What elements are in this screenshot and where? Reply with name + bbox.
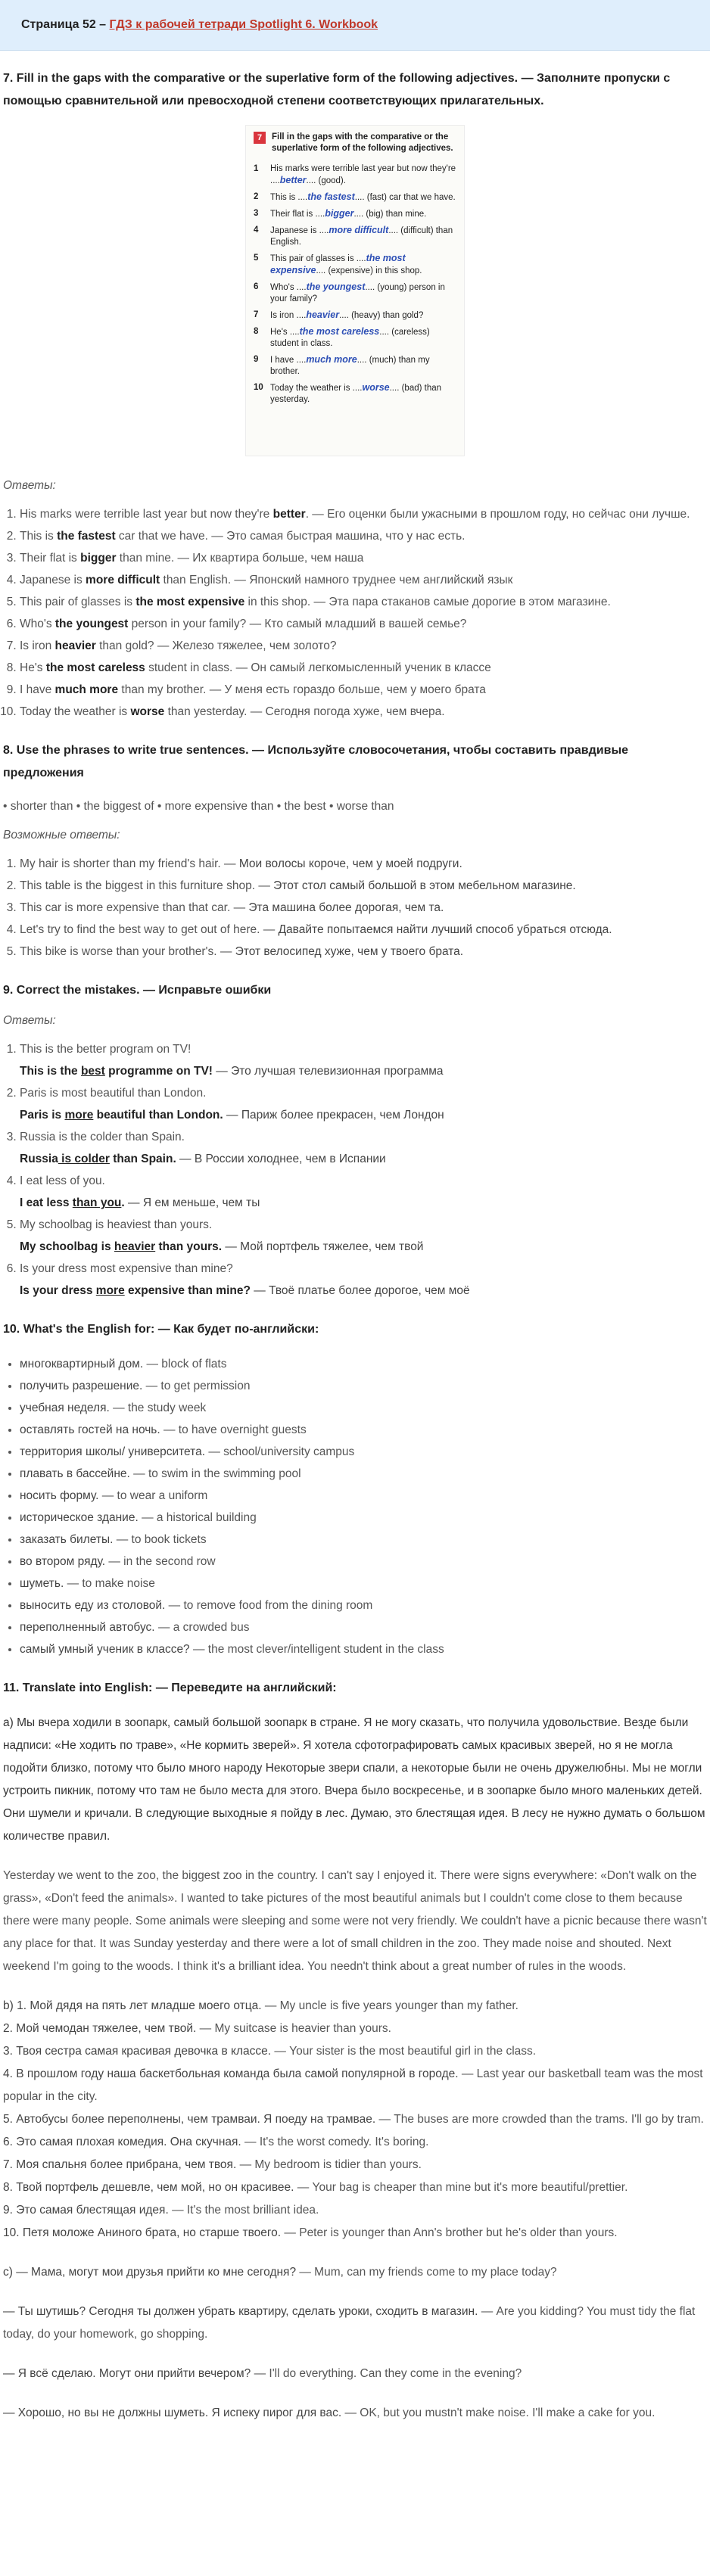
translation-english: — The buses are more crowded than the trams. I'll go by tram. bbox=[378, 2113, 704, 2126]
answer-text: He's bbox=[20, 661, 46, 674]
wrong-sentence: 2. Paris is most beautiful than London. bbox=[20, 1087, 207, 1100]
figure-item-start: I have bbox=[270, 356, 294, 365]
content bbox=[0, 67, 710, 2425]
wrong-sentence: 4. I eat less of you. bbox=[20, 1174, 105, 1187]
figure-item-end: (difficult) than English. bbox=[270, 226, 453, 247]
answer-keyword: more difficult bbox=[86, 574, 160, 586]
answer-english: Let's try to find the best way to get out of here. — bbox=[20, 923, 279, 936]
vocab-english: — to swim in the swimming pool bbox=[133, 1467, 301, 1480]
translation-english: — Your bag is cheaper than mine but it's more beautiful/prettier. bbox=[297, 2181, 628, 2194]
correction-translation: — Твоё платье более дорогое, чем моё bbox=[250, 1284, 470, 1297]
handwritten-answer: heavier bbox=[306, 310, 340, 320]
vocab-item bbox=[20, 1638, 707, 1660]
figure-item-number: 4 bbox=[254, 226, 259, 235]
page-header bbox=[0, 0, 710, 51]
correction-translation: — Мой портфель тяжелее, чем твой bbox=[222, 1240, 424, 1253]
translation-line bbox=[3, 2131, 707, 2154]
dialogue-english: — I'll do everything. Can they come in the evening? bbox=[254, 2367, 522, 2380]
corrected-part: expensive than mine? bbox=[124, 1284, 251, 1297]
answer-english: This table is the biggest in this furniture shop. — bbox=[20, 879, 274, 892]
vocab-english: — to make noise bbox=[67, 1577, 155, 1590]
wrong-sentence: 5. My schoolbag is heaviest than yours. bbox=[20, 1218, 213, 1231]
dialogue-english: — OK, but you mustn't make noise. I'll make a cake for you. bbox=[344, 2406, 656, 2419]
answer-keyword: the most careless bbox=[45, 661, 145, 674]
figure-item-start: He's bbox=[270, 328, 288, 337]
translation-russian: 10. Петя моложе Аниного брата, но старше твоего. bbox=[3, 2226, 285, 2239]
corrected-word: best bbox=[80, 1065, 105, 1078]
vocab-item bbox=[20, 1616, 707, 1638]
answer-translation: than English. — Японский намного труднее чем английский язык bbox=[160, 574, 513, 586]
vocab-item bbox=[20, 1375, 707, 1397]
corrected-part: My schoolbag is bbox=[20, 1240, 114, 1253]
figure-item-text: I have ....much more.... (much) than my brother. bbox=[270, 354, 430, 376]
corrected-word: than you bbox=[72, 1196, 122, 1209]
handwritten-answer: the youngest bbox=[306, 282, 366, 292]
figure-item bbox=[254, 163, 456, 187]
answer-english: This bike is worse than your brother's. — bbox=[20, 945, 235, 958]
translation-russian: 3. Твоя сестра самая красивая девочка в классе. bbox=[3, 2045, 275, 2058]
answer-keyword: the most expensive bbox=[135, 596, 245, 608]
figure-item bbox=[254, 208, 456, 220]
figure-item bbox=[254, 282, 456, 305]
corrected-part: . bbox=[121, 1196, 125, 1209]
translation-line bbox=[3, 2040, 707, 2063]
corrected-part: programme on TV! bbox=[104, 1065, 213, 1078]
answer-keyword: heavier bbox=[54, 639, 96, 652]
figure-item-end: (heavy) than gold? bbox=[351, 311, 424, 320]
answer-item bbox=[20, 853, 707, 875]
answer-item bbox=[20, 701, 707, 723]
corrected-part: Is your dress bbox=[20, 1284, 96, 1297]
vocab-russian: носить форму. bbox=[20, 1489, 102, 1502]
dialogue-russian: — Ты шутишь? Сегодня ты должен убрать квартиру, сделать уроки, сходить в магазин. bbox=[3, 2305, 481, 2318]
answer-translation: . — Его оценки были ужасными в прошлом году, но сейчас они лучше. bbox=[305, 508, 690, 521]
answer-item bbox=[20, 875, 707, 897]
figure-item-end: (careless) student in class. bbox=[270, 328, 430, 348]
task-11-a-english: Yesterday we went to the zoo, the biggest zoo in the country. I can't say I enjoyed it. There were signs everywhere: «Don't walk on the grass», «Don't feed the animals». I wanted to take pictures of the most beautiful animals but I couldn't come close to them because there were many people. Some animals were sleeping and some were not very friendly. We couldn't have a picnic because there wasn't any place for that. It was Sunday yesterday and there were a lot of small children in the zoo. They made noise and shouted. Next weekend I'm going to the woods. I think it's a brilliant idea. You needn't think about a great number of rules in the woods. bbox=[3, 1869, 707, 1973]
corrected-sentence bbox=[20, 1104, 707, 1126]
corrected-sentence bbox=[20, 1236, 707, 1258]
answer-english: This car is more expensive than that car. — bbox=[20, 901, 249, 914]
corrected-part: Russia bbox=[20, 1153, 58, 1165]
answer-keyword: bigger bbox=[80, 552, 117, 565]
corrected-text bbox=[20, 1240, 222, 1253]
answer-text: Who's bbox=[20, 618, 55, 630]
dialogue-russian: — Хорошо, но вы не должны шуметь. Я испеку пирог для вас. bbox=[3, 2406, 345, 2419]
answer-item bbox=[20, 897, 707, 919]
figure-item bbox=[254, 225, 456, 248]
corrected-part: beautiful than London. bbox=[93, 1109, 223, 1122]
figure-item-text: Japanese is ....more difficult.... (difficult) than English. bbox=[270, 225, 453, 247]
figure-item-start: Their flat is bbox=[270, 210, 313, 219]
answer-russian: Давайте попытаемся найти лучший способ убраться отсюда. bbox=[278, 923, 612, 936]
figure-item-text: This pair of glasses is ....the most expensive.... (expensive) in this shop. bbox=[270, 253, 422, 275]
wrong-sentence: 6. Is your dress most expensive than mine? bbox=[20, 1262, 233, 1275]
translation-russian: 7. Моя спальня более прибрана, чем твоя. bbox=[3, 2158, 240, 2171]
vocab-russian: заказать билеты. bbox=[20, 1533, 117, 1546]
answer-item bbox=[20, 635, 707, 657]
figure-item bbox=[254, 326, 456, 350]
vocab-english: — block of flats bbox=[146, 1358, 227, 1370]
correction-translation: — В России холоднее, чем в Испании bbox=[176, 1153, 386, 1165]
answer-item bbox=[20, 679, 707, 701]
vocab-english: — to book tickets bbox=[116, 1533, 207, 1546]
vocab-english: — a historical building bbox=[142, 1511, 257, 1524]
vocab-english: — to remove food from the dining room bbox=[168, 1599, 373, 1612]
correction-translation: — Я ем меньше, чем ты bbox=[124, 1196, 260, 1209]
vocab-russian: переполненный автобус. bbox=[20, 1621, 158, 1634]
handwritten-answer: bigger bbox=[325, 208, 354, 219]
correction-item bbox=[20, 1214, 707, 1258]
figure-item-number: 7 bbox=[254, 310, 259, 319]
translation-line bbox=[3, 2154, 707, 2176]
answer-item bbox=[20, 569, 707, 591]
corrected-text bbox=[20, 1284, 251, 1297]
answer-english: My hair is shorter than my friend's hair. — bbox=[20, 857, 239, 870]
answer-item bbox=[20, 547, 707, 569]
answer-item bbox=[20, 919, 707, 941]
vocab-item bbox=[20, 1485, 707, 1507]
translation-english: — My uncle is five years younger than my father. bbox=[264, 1999, 518, 2012]
handwritten-answer: much more bbox=[306, 354, 357, 365]
vocab-russian: территория школы/ университета. bbox=[20, 1445, 209, 1458]
task-8-phrases: • shorter than • the biggest of • more expensive than • the best • worse than bbox=[3, 800, 394, 813]
corrected-text bbox=[20, 1065, 213, 1078]
handwritten-answer: more difficult bbox=[329, 225, 389, 235]
wrong-sentence: 3. Russia is the colder than Spain. bbox=[20, 1131, 185, 1143]
corrected-word: heavier bbox=[114, 1240, 156, 1253]
translation-russian: b) 1. Мой дядя на пять лет младше моего отца. bbox=[3, 1999, 265, 2012]
answer-russian: Мои волосы короче, чем у моей подруги. bbox=[238, 857, 462, 870]
figure-item-number: 1 bbox=[254, 164, 259, 173]
answer-keyword: better bbox=[272, 508, 306, 521]
figure-title: Fill in the gaps with the comparative or the superlative form of the following adjectives. bbox=[272, 132, 453, 153]
translation-line bbox=[3, 2176, 707, 2199]
correction-translation: — Это лучшая телевизионная программа bbox=[212, 1065, 444, 1078]
translation-russian: 8. Твой портфель дешевле, чем мой, но он красивее. bbox=[3, 2181, 297, 2194]
dialogue-line bbox=[3, 2301, 707, 2346]
dialogue-line bbox=[3, 2363, 707, 2385]
corrected-word: is colder bbox=[58, 1153, 110, 1165]
answer-translation: car that we have. — Это самая быстрая машина, что у нас есть. bbox=[115, 530, 466, 543]
handwritten-answer: the most careless bbox=[299, 326, 380, 337]
answer-text: This pair of glasses is bbox=[20, 596, 136, 608]
figure-item-text: This is ....the fastest.... (fast) car that we have. bbox=[270, 191, 456, 202]
corrected-word: more bbox=[64, 1109, 94, 1122]
translation-line bbox=[3, 1995, 707, 2018]
vocab-item bbox=[20, 1419, 707, 1441]
handwritten-answer: the fastest bbox=[307, 191, 355, 202]
dialogue-russian: — Я всё сделаю. Могут они прийти вечером? bbox=[3, 2367, 254, 2380]
task-8-answers-label: Возможные ответы: bbox=[3, 829, 120, 842]
task-11-c bbox=[3, 2261, 707, 2425]
workbook-link[interactable]: ГДЗ к рабочей тетради Spotlight 6. Workbook bbox=[109, 18, 378, 31]
figure-item-start: This pair of glasses is bbox=[270, 254, 354, 263]
figure-item-start: Who's bbox=[270, 283, 294, 292]
answer-keyword: worse bbox=[130, 705, 165, 718]
answer-item bbox=[20, 657, 707, 679]
answer-keyword: the youngest bbox=[54, 618, 129, 630]
vocab-item bbox=[20, 1397, 707, 1419]
vocab-russian: шуметь. bbox=[20, 1577, 67, 1590]
answer-translation: in this shop. — Эта пара стаканов самые дорогие в этом магазине. bbox=[244, 596, 611, 608]
correction-translation: — Париж более прекрасен, чем Лондон bbox=[223, 1109, 444, 1122]
answer-translation: student in class. — Он самый легкомысленный ученик в классе bbox=[145, 661, 491, 674]
corrected-part: than yours. bbox=[155, 1240, 223, 1253]
vocab-item bbox=[20, 1529, 707, 1551]
figure-item-end: (good). bbox=[318, 176, 346, 185]
answer-russian: Этот велосипед хуже, чем у твоего брата. bbox=[235, 945, 464, 958]
figure-item-start: This is bbox=[270, 193, 296, 202]
correction-item bbox=[20, 1170, 707, 1214]
vocab-russian: историческое здание. bbox=[20, 1511, 142, 1524]
dialogue-english: — Are you kidding? You must tidy the flat today, do your homework, go shopping. bbox=[3, 2305, 696, 2341]
vocab-russian: выносить еду из столовой. bbox=[20, 1599, 169, 1612]
figure-item-number: 5 bbox=[254, 254, 259, 263]
translation-english: — Your sister is the most beautiful girl in the class. bbox=[274, 2045, 537, 2058]
translation-english: — My bedroom is tidier than yours. bbox=[239, 2158, 422, 2171]
vocab-english: — a crowded bus bbox=[157, 1621, 250, 1634]
figure-item-end: (expensive) in this shop. bbox=[328, 266, 422, 275]
figure-item-start: His marks were terrible last year but now they're bbox=[270, 164, 456, 173]
vocab-item bbox=[20, 1353, 707, 1375]
vocab-russian: во втором ряду. bbox=[20, 1555, 109, 1568]
answer-item bbox=[20, 613, 707, 635]
figure-item-number: 10 bbox=[254, 383, 263, 392]
vocab-item bbox=[20, 1441, 707, 1463]
answer-item bbox=[20, 503, 707, 525]
figure-wrap bbox=[3, 125, 707, 456]
task-11-a-russian: а) Мы вчера ходили в зоопарк, самый большой зоопарк в стране. Я не могу сказать, что получила удовольствие. Везде были надписи: «Не ходить по траве», «Не кормить зверей». Я хотела сфотографировать самых красивых зверей, но я не могла подойти близко, потому что было много народу Некоторые звери спали, а некоторые были не очень дружелюбны. Мы не могли устроить пикник, потому что там не было места для этого. Вчера было воскресенье, и в зоопарке было много маленьких детей. Они шумели и кричали. В следующие выходные я пойду в лес. Думаю, это блестящая идея. В лесу не нужно думать о большом количестве правил. bbox=[3, 1716, 705, 1843]
corrected-text bbox=[20, 1153, 176, 1165]
figure-item bbox=[254, 191, 456, 204]
figure-item-text: His marks were terrible last year but now they're ....better.... (good). bbox=[270, 164, 456, 185]
figure-items bbox=[254, 163, 456, 406]
vocab-russian: оставлять гостей на ночь. bbox=[20, 1423, 163, 1436]
figure-item-text: Their flat is ....bigger.... (big) than mine. bbox=[270, 208, 427, 219]
figure-item bbox=[254, 354, 456, 378]
dialogue-line bbox=[3, 2402, 707, 2425]
answer-text: Their flat is bbox=[20, 552, 81, 565]
task-7-answers-label: Ответы: bbox=[3, 479, 56, 492]
figure-item-start: Japanese is bbox=[270, 226, 317, 235]
vocab-russian: самый умный ученик в классе? bbox=[20, 1643, 193, 1656]
corrected-part: Paris is bbox=[20, 1109, 65, 1122]
answer-text: Today the weather is bbox=[20, 705, 131, 718]
answer-translation: than mine. — Их квартира больше, чем наша bbox=[116, 552, 364, 565]
handwritten-answer: worse bbox=[362, 382, 390, 393]
translation-russian: 9. Это самая блестящая идея. bbox=[3, 2204, 173, 2217]
vocab-item bbox=[20, 1551, 707, 1573]
task-11-b bbox=[3, 1995, 707, 2245]
figure-item-text: Who's ....the youngest.... (young) person in your family? bbox=[270, 282, 445, 303]
answer-text: I have bbox=[20, 683, 55, 696]
corrected-sentence bbox=[20, 1280, 707, 1302]
translation-russian: 5. Автобусы более переполнены, чем трамваи. Я поеду на трамвае. bbox=[3, 2113, 379, 2126]
correction-item bbox=[20, 1126, 707, 1170]
task-9-answers-label: Ответы: bbox=[3, 1014, 56, 1027]
answer-translation: than my brother. — У меня есть гораздо больше, чем у моего брата bbox=[118, 683, 486, 696]
translation-english: — It's the most brilliant idea. bbox=[172, 2204, 319, 2217]
answer-text: Japanese is bbox=[20, 574, 86, 586]
figure-item-end: (fast) car that we have. bbox=[366, 193, 456, 202]
vocab-english: — to get permission bbox=[145, 1380, 251, 1392]
answer-russian: Эта машина более дорогая, чем та. bbox=[248, 901, 444, 914]
figure-item bbox=[254, 253, 456, 277]
task-8-answers bbox=[3, 853, 707, 963]
answer-translation: than gold? — Железо тяжелее, чем золото? bbox=[95, 639, 337, 652]
task-7-answers bbox=[3, 503, 707, 723]
corrected-sentence bbox=[20, 1192, 707, 1214]
corrected-part: I eat less bbox=[20, 1196, 73, 1209]
task-7-title: 7. Fill in the gaps with the comparative or the superlative form of the following adjectives. — Заполните пропуски с помощью сравнительной или превосходной степени соответствующих прилагательных. bbox=[3, 72, 671, 107]
figure-item-text: He's ....the most careless.... (careless) student in class. bbox=[270, 326, 430, 348]
figure-item-end: (bad) than yesterday. bbox=[270, 384, 442, 404]
handwritten-answer: the most expensive bbox=[270, 253, 406, 275]
corrected-text bbox=[20, 1109, 223, 1122]
vocab-english: — the most clever/intelligent student in the class bbox=[193, 1643, 444, 1656]
translation-line bbox=[3, 2222, 707, 2245]
answer-text: Is iron bbox=[20, 639, 55, 652]
correction-item bbox=[20, 1082, 707, 1126]
vocab-item bbox=[20, 1507, 707, 1529]
figure-item-text: Is iron ....heavier.... (heavy) than gold? bbox=[270, 310, 424, 320]
vocab-english: — in the second row bbox=[108, 1555, 216, 1568]
task-9-title: 9. Correct the mistakes. — Исправьте ошибки bbox=[3, 984, 272, 997]
correction-item bbox=[20, 1258, 707, 1302]
answer-russian: Этот стол самый большой в этом мебельном магазине. bbox=[273, 879, 576, 892]
answer-item bbox=[20, 525, 707, 547]
corrected-sentence bbox=[20, 1148, 707, 1170]
figure-header bbox=[254, 132, 456, 154]
task-8-title: 8. Use the phrases to write true sentences. — Используйте словосочетания, чтобы составить правдивые предложения bbox=[3, 744, 629, 779]
correction-item bbox=[20, 1038, 707, 1082]
corrected-part: than Spain. bbox=[109, 1153, 176, 1165]
translation-english: — It's the worst comedy. It's boring. bbox=[244, 2136, 429, 2148]
figure-item-number: 6 bbox=[254, 282, 259, 291]
answer-translation: person in your family? — Кто самый младший в вашей семье? bbox=[128, 618, 467, 630]
task-10-answers bbox=[3, 1353, 707, 1660]
translation-line bbox=[3, 2108, 707, 2131]
vocab-russian: многоквартирный дом. bbox=[20, 1358, 147, 1370]
figure-item-number: 3 bbox=[254, 209, 259, 218]
corrected-word: more bbox=[95, 1284, 125, 1297]
corrected-sentence bbox=[20, 1060, 707, 1082]
translation-russian: 4. В прошлом году наша баскетбольная команда была самой популярной в городе. bbox=[3, 2067, 462, 2080]
translation-line bbox=[3, 2199, 707, 2222]
task-9-answers bbox=[3, 1038, 707, 1302]
dialogue-russian: с) — Мама, могут мои друзья прийти ко мне сегодня? bbox=[3, 2266, 300, 2279]
vocab-english: — the study week bbox=[113, 1402, 207, 1414]
answer-item bbox=[20, 591, 707, 613]
translation-english: — My suitcase is heavier than yours. bbox=[199, 2022, 391, 2035]
wrong-sentence: 1. This is the better program on TV! bbox=[20, 1043, 192, 1056]
translation-english: — Peter is younger than Ann's brother but he's older than yours. bbox=[284, 2226, 618, 2239]
corrected-text bbox=[20, 1196, 125, 1209]
task-11-title: 11. Translate into English: — Переведите на английский: bbox=[3, 1682, 337, 1694]
vocab-russian: учебная неделя. bbox=[20, 1402, 114, 1414]
task-10-title: 10. What's the English for: — Как будет по-английски: bbox=[3, 1323, 319, 1336]
translation-line bbox=[3, 2018, 707, 2040]
vocab-english: — school/university campus bbox=[208, 1445, 355, 1458]
figure-item-number: 8 bbox=[254, 327, 259, 336]
figure-item-start: Today the weather is bbox=[270, 384, 350, 393]
answer-translation: than yesterday. — Сегодня погода хуже, чем вчера. bbox=[164, 705, 445, 718]
figure-item bbox=[254, 310, 456, 322]
figure-item-start: Is iron bbox=[270, 311, 294, 320]
translation-russian: 2. Мой чемодан тяжелее, чем твой. bbox=[3, 2022, 200, 2035]
answer-text: This is bbox=[20, 530, 58, 543]
dialogue-line bbox=[3, 2261, 707, 2284]
figure-exercise-number: 7 bbox=[254, 132, 266, 144]
figure-item-number: 9 bbox=[254, 355, 259, 364]
vocab-english: — to wear a uniform bbox=[101, 1489, 208, 1502]
answer-keyword: the fastest bbox=[57, 530, 116, 543]
vocab-russian: плавать в бассейне. bbox=[20, 1467, 134, 1480]
figure-item-end: (big) than mine. bbox=[366, 210, 427, 219]
answer-keyword: much more bbox=[54, 683, 119, 696]
vocab-item bbox=[20, 1594, 707, 1616]
translation-russian: 6. Это самая плохая комедия. Она скучная. bbox=[3, 2136, 245, 2148]
answer-text: His marks were terrible last year but now they're bbox=[20, 508, 273, 521]
vocab-english: — to have overnight guests bbox=[163, 1423, 307, 1436]
handwritten-answer: better bbox=[279, 175, 307, 185]
figure-item-end: (young) person in your family? bbox=[270, 283, 445, 303]
figure-item-number: 2 bbox=[254, 192, 259, 201]
answer-item bbox=[20, 941, 707, 963]
corrected-part: This is the bbox=[20, 1065, 81, 1078]
figure-item bbox=[254, 382, 456, 406]
page-number-label: Страница 52 – bbox=[21, 18, 110, 31]
vocab-russian: получить разрешение. bbox=[20, 1380, 146, 1392]
textbook-exercise-image bbox=[245, 125, 465, 456]
translation-line bbox=[3, 2063, 707, 2108]
figure-item-text: Today the weather is ....worse.... (bad) than yesterday. bbox=[270, 382, 442, 404]
vocab-item bbox=[20, 1463, 707, 1485]
translation-english: — Last year our basketball team was the most popular in the city. bbox=[3, 2067, 703, 2103]
figure-item-end: (much) than my brother. bbox=[270, 356, 430, 376]
dialogue-english: — Mum, can my friends come to my place today? bbox=[299, 2266, 557, 2279]
vocab-item bbox=[20, 1573, 707, 1594]
